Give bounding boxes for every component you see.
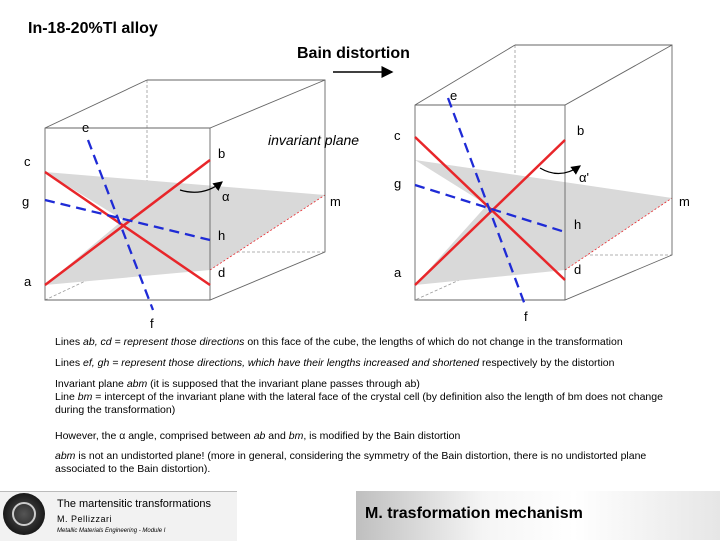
left-label-alpha: α	[222, 189, 230, 204]
left-label-f: f	[150, 316, 154, 330]
footer-author: M. Pellizzari	[57, 514, 113, 524]
p5-text-bm: bm	[288, 430, 304, 442]
footer-course-title: The martensitic transformations	[57, 498, 212, 510]
p6-text-abm: abm	[55, 450, 76, 462]
right-label-a: a	[394, 265, 402, 280]
p4-text-c: = intercept of the invariant plane with the lateral face of the crystal cell (by definition also the length of bm does not change during the transformation)	[55, 391, 663, 416]
p3-text-b: abm	[126, 378, 148, 390]
p5-text-ab: ab	[253, 430, 266, 442]
p5-text-g: , is modified by the Bain distortion	[303, 430, 461, 442]
paragraph-abm-note	[55, 450, 695, 476]
paragraph-ef-gh	[55, 357, 695, 370]
invariant-plane-label: invariant plane	[268, 132, 360, 148]
p4-text-b: bm	[77, 391, 93, 403]
p1-text-a: Lines	[55, 336, 84, 348]
paragraph-line-bm	[55, 391, 695, 417]
right-label-e: e	[450, 88, 458, 103]
left-label-e: e	[82, 120, 90, 135]
p5-text-c: angle, comprised between	[125, 430, 254, 442]
paragraph-alpha-angle	[55, 430, 695, 443]
left-label-d: d	[218, 265, 226, 280]
paragraph-ab-cd	[55, 336, 695, 349]
p2-text-b: ef, gh = represent those directions, which have their lengths increased and shortened	[83, 357, 480, 369]
left-cube	[22, 80, 325, 330]
footer-department: Metallic Materials Engineering - Module I	[57, 528, 166, 534]
p3-text-a: Invariant plane	[55, 378, 127, 390]
university-seal-icon	[3, 493, 45, 535]
right-invariant-plane	[415, 160, 672, 285]
p6-text-b: is not an undistorted plane! (more in general, considering the symmetry of the Bain distortion, there is no undistorted plane associated to the Bain distortion).	[55, 450, 647, 475]
right-label-h: h	[574, 217, 582, 232]
left-label-b: b	[218, 146, 226, 161]
right-label-c: c	[394, 128, 401, 143]
right-label-b: b	[577, 123, 585, 138]
right-label-g: g	[394, 176, 402, 191]
p1-text-b: ab, cd = represent those directions	[83, 336, 245, 348]
left-label-a: a	[24, 274, 32, 289]
right-cube	[394, 45, 690, 324]
right-label-f: f	[524, 309, 528, 324]
left-label-c: c	[24, 154, 31, 169]
p4-text-a: Line	[55, 391, 78, 403]
right-alpha-arc	[540, 166, 580, 174]
left-label-g: g	[22, 194, 30, 209]
right-label-m: m	[679, 194, 690, 209]
bain-distortion-label: Bain distortion	[297, 45, 410, 62]
right-label-d: d	[574, 262, 582, 277]
left-label-h: h	[218, 228, 226, 243]
p5-text-alpha: α	[119, 430, 126, 442]
footer-slide-title: M. trasformation mechanism	[365, 505, 583, 522]
p2-text-c: respectively by the distortion	[479, 357, 615, 369]
p5-text-and: and	[265, 430, 289, 442]
p1-text-c: on this face of the cube, the lengths of which do not change in the transformation	[244, 336, 623, 348]
p5-text-a: However, the	[55, 430, 120, 442]
right-label-alpha: α'	[579, 170, 589, 185]
left-label-m: m	[330, 194, 341, 209]
p3-text-c: (it is supposed that the invariant plane passes through ab)	[147, 378, 420, 390]
p2-text-a: Lines	[55, 357, 84, 369]
page-title: In-18-20%Tl alloy	[28, 20, 158, 37]
paragraph-invariant-plane	[55, 378, 695, 391]
